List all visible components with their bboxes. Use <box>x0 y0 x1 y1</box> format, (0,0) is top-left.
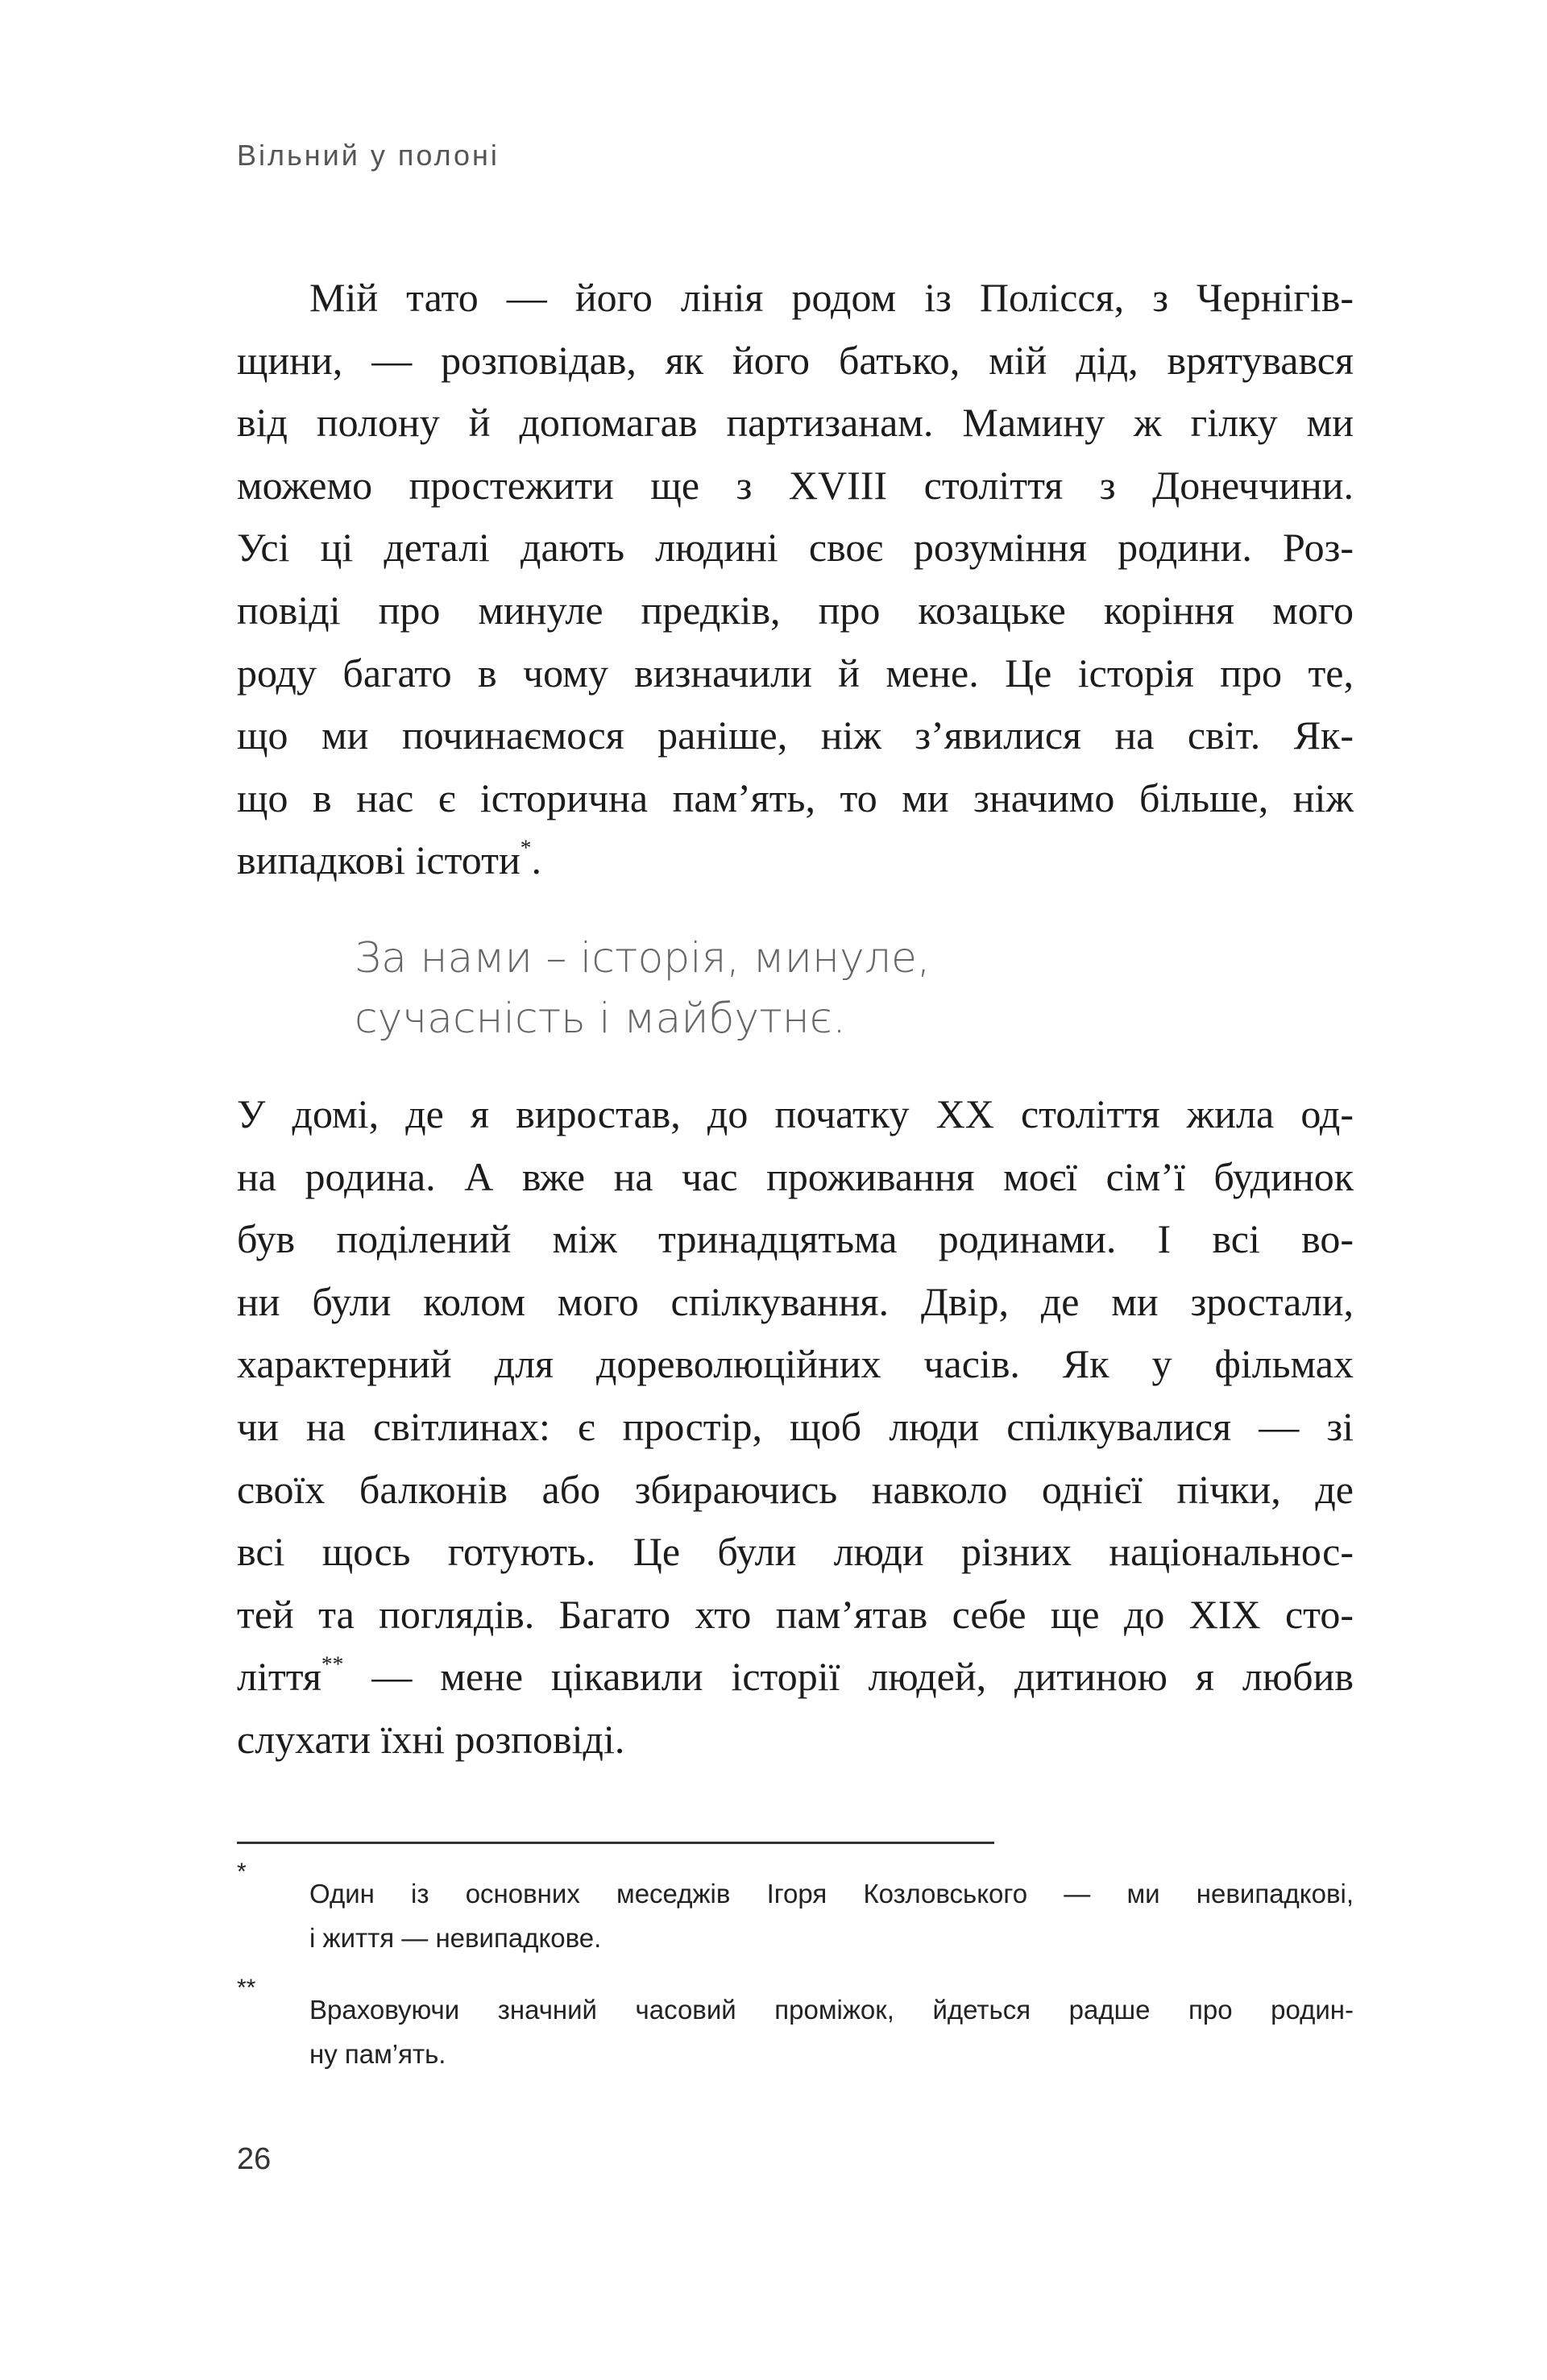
text-line: від полону й допомагав партизанам. Мамину ж гілку ми <box>237 400 1354 446</box>
footnote-1 <box>237 1859 1354 1960</box>
page-number: 26 <box>237 2142 272 2176</box>
footnote-line: Враховуючи значний часовий проміжок, йдеться радше про родин- <box>309 1995 1354 2025</box>
running-head: Вільний у полоні <box>237 139 500 172</box>
text-line: слухати їхні розповіді. <box>237 1716 625 1762</box>
text-fragment: — мене цікавили історії людей, дитиною я любив <box>343 1654 1354 1700</box>
text-line: своїх балконів або збираючись навколо однієї пічки, де <box>237 1466 1354 1512</box>
text-line: можемо простежити ще з XVIII століття з Донеччини. <box>237 462 1354 508</box>
text-line: чи на світлинах: є простір, щоб люди спілкувалися — зі <box>237 1403 1354 1449</box>
text-fragment: . <box>531 837 541 883</box>
pull-quote-line: За нами – історія, минуле, <box>355 934 931 982</box>
text-line: що в нас є історична пам’ять, то ми значимо більше, ніж <box>237 775 1354 820</box>
text-line: Мій тато — його лінія родом із Полісся, з Чернігів- <box>309 275 1354 320</box>
text-line: всі щось готують. Це були люди різних національнос- <box>237 1529 1354 1575</box>
footnote-divider <box>237 1842 994 1844</box>
footnote-ref: * <box>520 834 532 860</box>
footnote-line: і життя — невипадкове. <box>309 1923 602 1953</box>
footnote-line: Один із основних меседжів Ігоря Козловського — ми невипадкові, <box>309 1879 1354 1909</box>
text-line: що ми починаємося раніше, ніж з’явилися на світ. Як- <box>237 712 1354 758</box>
text-line: роду багато в чому визначили й мене. Це історія про те, <box>237 650 1354 696</box>
text-line: на родина. А вже на час проживання моєї сім’ї будинок <box>237 1153 1354 1199</box>
footnote-line: ну пам’ять. <box>309 2039 446 2069</box>
footnote-mark: * <box>237 1859 247 1885</box>
text-line <box>237 1646 1354 1709</box>
pull-quote-line: сучасність і майбутнє. <box>355 995 846 1043</box>
text-fragment: ліття <box>237 1654 321 1700</box>
footnote-ref: ** <box>321 1651 344 1676</box>
text-line: характерний для дореволюційних часів. Як у фільмах <box>237 1341 1354 1387</box>
text-line: У домі, де я виростав, до початку XX століття жила од- <box>237 1091 1354 1136</box>
text-line: був поділений між тринадцятьма родинами. І всі во- <box>237 1216 1354 1262</box>
paragraph-2 <box>237 1083 1354 1772</box>
text-line <box>237 829 1354 892</box>
footnote-mark: ** <box>237 1975 256 2001</box>
paragraph-1 <box>237 267 1354 892</box>
text-line: тей та поглядів. Багато хто пам’ятав себе ще до XIX сто- <box>237 1591 1354 1637</box>
text-fragment: випадкові істоти <box>237 837 521 883</box>
footnote-2 <box>237 1975 1354 2076</box>
text-line: Усі ці деталі дають людині своє розуміння родини. Роз- <box>237 525 1354 571</box>
text-line: повіді про минуле предків, про козацьке коріння мого <box>237 587 1354 633</box>
text-line: ни були колом мого спілкування. Двір, де ми зростали, <box>237 1278 1354 1324</box>
pull-quote <box>355 928 931 1049</box>
text-line: щини, — розповідав, як його батько, мій дід, врятувався <box>237 337 1354 383</box>
